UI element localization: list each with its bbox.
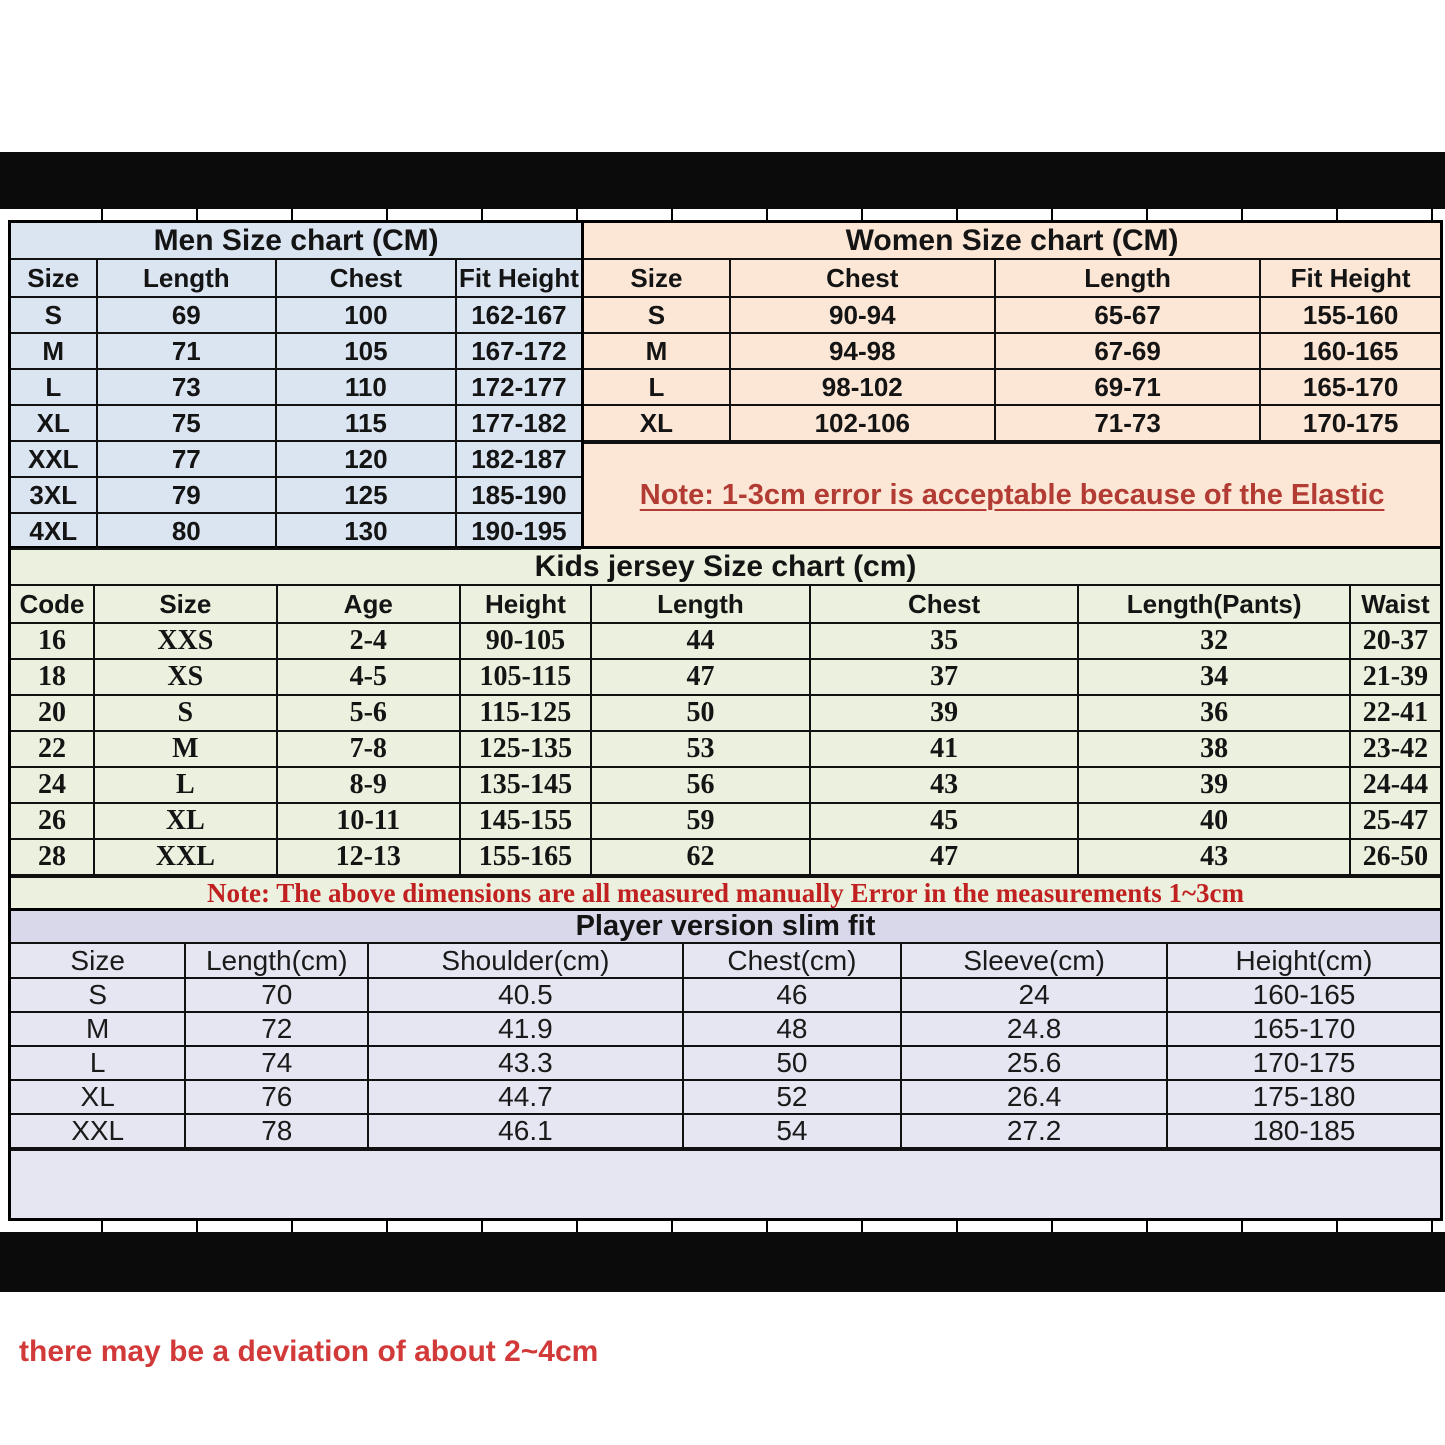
column-header: Code	[11, 586, 94, 623]
table-cell: 77	[97, 441, 277, 477]
table-cell: 73	[97, 369, 277, 405]
table-cell: 27.2	[901, 1114, 1167, 1148]
table-cell: 94-98	[730, 333, 995, 369]
column-header: Size	[94, 586, 277, 623]
table-row	[11, 297, 581, 333]
header-row	[584, 260, 1440, 297]
table-cell: 100	[276, 297, 456, 333]
player-chart-title: Player version slim fit	[11, 911, 1440, 944]
table-cell: 46.1	[368, 1114, 682, 1148]
table-cell: XXL	[94, 839, 277, 875]
table-cell: 76	[185, 1080, 368, 1114]
table-cell: 40.5	[368, 978, 682, 1012]
table-cell: 185-190	[456, 477, 581, 513]
women-chart-title: Women Size chart (CM)	[584, 223, 1440, 260]
table-cell: 53	[591, 731, 810, 767]
table-cell: 24.8	[901, 1012, 1167, 1046]
table-cell: 7-8	[277, 731, 460, 767]
column-header: Length	[591, 586, 810, 623]
table-cell: 69-71	[995, 369, 1260, 405]
table-cell: 170-175	[1167, 1046, 1440, 1080]
header-row	[11, 944, 1440, 978]
table-cell: 43	[1078, 839, 1350, 875]
table-cell: 22	[11, 731, 94, 767]
column-header: Fit Height	[1260, 260, 1440, 297]
women-size-table	[584, 260, 1440, 442]
table-row	[11, 695, 1440, 731]
table-cell: 47	[810, 839, 1079, 875]
column-header: Length	[97, 260, 277, 297]
elastic-error-note	[584, 442, 1440, 546]
reference-only-note	[11, 1149, 1440, 1442]
table-row	[11, 333, 581, 369]
top-spreadsheet-ticks	[8, 209, 1437, 220]
table-cell: 20	[11, 695, 94, 731]
table-cell: 115	[276, 405, 456, 441]
women-size-chart	[581, 223, 1440, 546]
table-cell: 25-47	[1350, 803, 1440, 839]
table-cell: M	[11, 333, 97, 369]
table-cell: 44	[591, 623, 810, 659]
table-cell: XXS	[94, 623, 277, 659]
bottom-spreadsheet-ticks	[8, 1221, 1437, 1232]
reference-only-note-line2: there may be a deviation of about 2~4cm	[19, 1335, 599, 1368]
table-cell: 47	[591, 659, 810, 695]
table-cell: 160-165	[1167, 978, 1440, 1012]
table-row	[11, 1012, 1440, 1046]
table-cell: 165-170	[1260, 369, 1440, 405]
table-cell: 98-102	[730, 369, 995, 405]
column-header: Length(Pants)	[1078, 586, 1350, 623]
table-cell: 23-42	[1350, 731, 1440, 767]
table-row	[11, 839, 1440, 875]
table-cell: 48	[683, 1012, 902, 1046]
table-cell: 8-9	[277, 767, 460, 803]
table-cell: 165-170	[1167, 1012, 1440, 1046]
table-cell: 177-182	[456, 405, 581, 441]
table-cell: 41	[810, 731, 1079, 767]
kids-size-table	[11, 586, 1440, 876]
table-cell: 34	[1078, 659, 1350, 695]
table-cell: 39	[1078, 767, 1350, 803]
table-cell: 24-44	[1350, 767, 1440, 803]
column-header: Length	[995, 260, 1260, 297]
column-header: Chest	[730, 260, 995, 297]
table-cell: XXL	[11, 441, 97, 477]
column-header: Length(cm)	[185, 944, 368, 978]
table-cell: 28	[11, 839, 94, 875]
table-row	[11, 803, 1440, 839]
table-cell: 135-145	[460, 767, 591, 803]
table-cell: 62	[591, 839, 810, 875]
table-row	[11, 978, 1440, 1012]
table-cell: 74	[185, 1046, 368, 1080]
table-cell: 16	[11, 623, 94, 659]
kids-size-chart	[11, 549, 1440, 911]
table-cell: 24	[11, 767, 94, 803]
table-cell: 26-50	[1350, 839, 1440, 875]
table-cell: 155-165	[460, 839, 591, 875]
table-cell: 65-67	[995, 297, 1260, 333]
table-cell: 160-165	[1260, 333, 1440, 369]
table-cell: 54	[683, 1114, 902, 1148]
table-cell: 5-6	[277, 695, 460, 731]
table-cell: XL	[94, 803, 277, 839]
table-cell: 36	[1078, 695, 1350, 731]
table-cell: 32	[1078, 623, 1350, 659]
table-cell: M	[94, 731, 277, 767]
table-cell: 26.4	[901, 1080, 1167, 1114]
column-header: Sleeve(cm)	[901, 944, 1167, 978]
table-cell: 125-135	[460, 731, 591, 767]
table-cell: 2-4	[277, 623, 460, 659]
table-cell: 38	[1078, 731, 1350, 767]
table-cell: 12-13	[277, 839, 460, 875]
column-header: Chest	[276, 260, 456, 297]
table-cell: 167-172	[456, 333, 581, 369]
column-header: Size	[11, 260, 97, 297]
column-header: Size	[11, 944, 185, 978]
table-cell: 20-37	[1350, 623, 1440, 659]
table-cell: 155-160	[1260, 297, 1440, 333]
table-cell: XXL	[11, 1114, 185, 1148]
table-cell: 190-195	[456, 513, 581, 549]
table-cell: 70	[185, 978, 368, 1012]
table-row	[584, 333, 1440, 369]
table-cell: 10-11	[277, 803, 460, 839]
column-header: Height	[460, 586, 591, 623]
table-cell: 24	[901, 978, 1167, 1012]
table-cell: 120	[276, 441, 456, 477]
table-cell: 56	[591, 767, 810, 803]
table-cell: 182-187	[456, 441, 581, 477]
table-row	[11, 477, 581, 513]
header-row	[11, 260, 581, 297]
table-cell: 4-5	[277, 659, 460, 695]
table-cell: 67-69	[995, 333, 1260, 369]
header-row	[11, 586, 1440, 623]
table-cell: 4XL	[11, 513, 97, 549]
table-row	[11, 1114, 1440, 1148]
table-cell: 115-125	[460, 695, 591, 731]
table-cell: XS	[94, 659, 277, 695]
column-header: Height(cm)	[1167, 944, 1440, 978]
column-header: Chest	[810, 586, 1079, 623]
player-version-chart	[11, 910, 1440, 1368]
table-cell: XL	[11, 405, 97, 441]
table-cell: 105-115	[460, 659, 591, 695]
table-cell: 44.7	[368, 1080, 682, 1114]
table-cell: 172-177	[456, 369, 581, 405]
table-cell: 125	[276, 477, 456, 513]
table-cell: 130	[276, 513, 456, 549]
player-version-table	[11, 944, 1440, 1149]
table-row	[11, 441, 581, 477]
table-cell: 69	[97, 297, 277, 333]
table-row	[11, 1080, 1440, 1114]
kids-chart-title: Kids jersey Size chart (cm)	[11, 549, 1440, 586]
men-chart-title: Men Size chart (CM)	[11, 223, 581, 260]
table-cell: 180-185	[1167, 1114, 1440, 1148]
table-cell: 22-41	[1350, 695, 1440, 731]
table-cell: 50	[683, 1046, 902, 1080]
table-cell: 110	[276, 369, 456, 405]
column-header: Waist	[1350, 586, 1440, 623]
table-cell: S	[11, 978, 185, 1012]
table-cell: 72	[185, 1012, 368, 1046]
table-cell: 39	[810, 695, 1079, 731]
table-cell: 145-155	[460, 803, 591, 839]
column-header: Chest(cm)	[683, 944, 902, 978]
table-row	[11, 623, 1440, 659]
table-row	[584, 405, 1440, 441]
table-cell: S	[584, 297, 729, 333]
size-chart-sheet	[8, 220, 1443, 1368]
table-cell: S	[11, 297, 97, 333]
table-cell: 102-106	[730, 405, 995, 441]
elastic-error-note-text: Note: 1-3cm error is acceptable because of the Elastic	[639, 478, 1385, 511]
table-row	[11, 1046, 1440, 1080]
table-cell: 21-39	[1350, 659, 1440, 695]
table-cell: 162-167	[456, 297, 581, 333]
table-row	[11, 659, 1440, 695]
table-cell: 90-94	[730, 297, 995, 333]
manual-measurement-note: Note: The above dimensions are all measured manually Error in the measurements 1~3cm	[11, 876, 1440, 909]
table-cell: 75	[97, 405, 277, 441]
bottom-black-bar	[0, 1232, 1445, 1292]
table-cell: 41.9	[368, 1012, 682, 1046]
table-cell: 170-175	[1260, 405, 1440, 441]
table-cell: 90-105	[460, 623, 591, 659]
table-cell: 80	[97, 513, 277, 549]
men-size-chart	[11, 223, 581, 546]
table-cell: L	[11, 369, 97, 405]
table-row	[584, 369, 1440, 405]
table-cell: S	[94, 695, 277, 731]
column-header: Age	[277, 586, 460, 623]
table-cell: 35	[810, 623, 1079, 659]
table-row	[584, 297, 1440, 333]
table-cell: 40	[1078, 803, 1350, 839]
table-row	[11, 405, 581, 441]
table-cell: 71-73	[995, 405, 1260, 441]
column-header: Shoulder(cm)	[368, 944, 682, 978]
table-cell: L	[94, 767, 277, 803]
table-cell: 105	[276, 333, 456, 369]
table-cell: M	[584, 333, 729, 369]
table-row	[11, 513, 581, 549]
table-cell: M	[11, 1012, 185, 1046]
table-cell: 25.6	[901, 1046, 1167, 1080]
table-cell: 175-180	[1167, 1080, 1440, 1114]
table-cell: XL	[11, 1080, 185, 1114]
table-row	[11, 731, 1440, 767]
table-cell: 79	[97, 477, 277, 513]
column-header: Fit Height	[456, 260, 581, 297]
table-cell: 78	[185, 1114, 368, 1148]
table-cell: 71	[97, 333, 277, 369]
table-row	[11, 767, 1440, 803]
table-cell: 52	[683, 1080, 902, 1114]
men-size-table	[11, 260, 581, 550]
table-cell: 59	[591, 803, 810, 839]
table-cell: 46	[683, 978, 902, 1012]
table-cell: 43.3	[368, 1046, 682, 1080]
table-cell: L	[584, 369, 729, 405]
table-cell: 26	[11, 803, 94, 839]
table-cell: 18	[11, 659, 94, 695]
table-cell: L	[11, 1046, 185, 1080]
table-cell: 37	[810, 659, 1079, 695]
top-black-bar	[0, 152, 1445, 209]
table-cell: 50	[591, 695, 810, 731]
men-women-section	[11, 223, 1440, 549]
table-row	[11, 369, 581, 405]
column-header: Size	[584, 260, 729, 297]
table-cell: 3XL	[11, 477, 97, 513]
table-cell: 43	[810, 767, 1079, 803]
table-cell: XL	[584, 405, 729, 441]
table-cell: 45	[810, 803, 1079, 839]
